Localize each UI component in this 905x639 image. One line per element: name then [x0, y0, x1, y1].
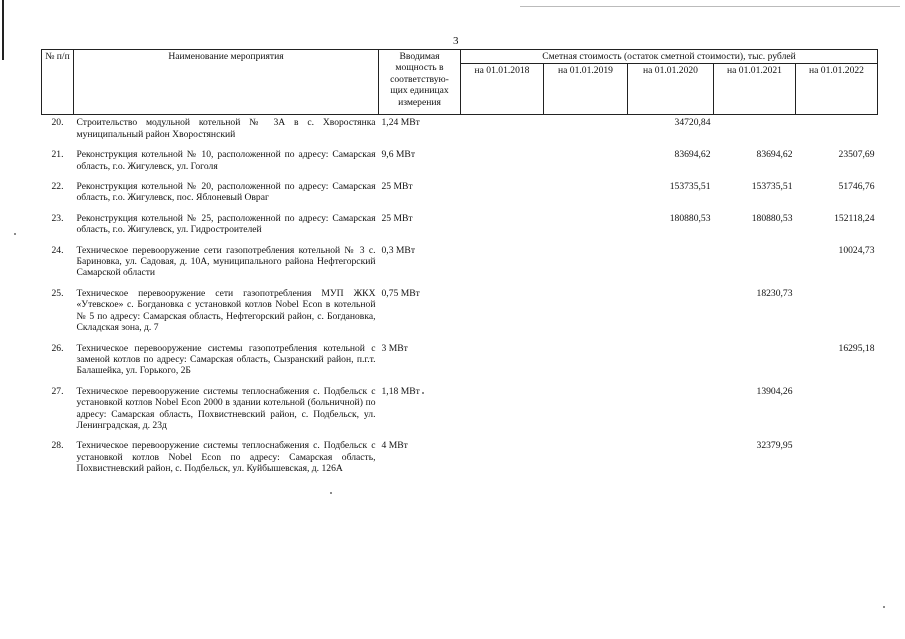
header-name: Наименование мероприятия: [74, 50, 379, 115]
cell-2021: 13904,26: [756, 385, 793, 397]
cell-2018: [461, 286, 544, 341]
cell-2021: [714, 115, 796, 147]
row-power: 1,24 МВт: [381, 117, 420, 129]
cell-2021: 180880,53: [751, 212, 793, 224]
row-name: Техническое перевооружение системы теплоснабжения с. Подбельск с установкой котлов Nobel Econ 2000 в здании котельной (больничной) по адресу: Самарская область, Похвистневский район, с. Подбельск, ул. Ленинградская, д. 23д: [76, 385, 376, 431]
cell-2019: [544, 438, 628, 481]
table-row: [42, 147, 878, 179]
table-row: [42, 286, 878, 341]
row-name: Техническое перевооружение системы газопотребления котельной с заменой котлов по адресу: Самарская область, Сызранский район, п.г.т. Балашейка, ул. Горького, 2Б: [76, 342, 376, 377]
cell-2019: [544, 147, 628, 179]
cell-2019: [544, 115, 628, 147]
row-name: Реконструкция котельной № 10, расположенной по адресу: Самарская область, г.о. Жигулевск, ул. Гоголя: [76, 149, 376, 172]
page-number: 3: [453, 35, 459, 47]
table-row: [42, 211, 878, 243]
scan-speck: [883, 606, 885, 608]
cell-2022: 152118,24: [834, 212, 875, 224]
cell-2018: [461, 438, 544, 481]
row-name: Реконструкция котельной № 20, расположенной по адресу: Самарская область, г.о. Жигулевск, пос. Яблоневый Овраг: [76, 181, 376, 204]
row-power: 0,3 МВт: [381, 244, 416, 256]
cell-2019: [544, 384, 628, 439]
scan-speck: [330, 492, 332, 494]
cell-2022: [796, 115, 878, 147]
header-year-2019: на 01.01.2019: [544, 64, 628, 115]
row-name: Строительство модульной котельной № 3А в с. Хворостянка муниципальный район Хворостянский: [76, 117, 376, 140]
cell-2019: [544, 243, 628, 286]
scan-artifact-edge: [2, 0, 4, 60]
row-number: 28.: [51, 440, 64, 452]
header-year-2018: на 01.01.2018: [461, 64, 544, 115]
cell-2022: 16295,18: [838, 342, 875, 354]
row-name: Техническое перевооружение сети газопотребления котельной № 3 с. Бариновка, ул. Садовая, д. 10А, муниципального района Нефтегорский Самарской области: [76, 244, 376, 279]
row-name: Техническое перевооружение системы теплоснабжения с. Подбельск с установкой котлов Nobel Econ по адресу: Самарская область, Похвистневский район, с. Подбельск, ул. Куйбышевская, д. 126А: [76, 440, 376, 475]
row-power: 25 МВт: [381, 181, 413, 193]
cell-2020: [628, 341, 714, 384]
header-year-2022: на 01.01.2022: [796, 64, 878, 115]
cell-2022: [796, 384, 878, 439]
cell-2019: [544, 286, 628, 341]
row-number: 23.: [51, 212, 64, 224]
cell-2019: [544, 341, 628, 384]
row-number: 26.: [51, 342, 64, 354]
header-power: Вводимая мощность в соответствую-щих единицах измерения: [379, 50, 461, 115]
table-row: [42, 243, 878, 286]
cell-2018: [461, 211, 544, 243]
table-row: [42, 179, 878, 211]
header-year-2021: на 01.01.2021: [714, 64, 796, 115]
cell-2018: [461, 179, 544, 211]
row-power: 0,75 МВт: [381, 287, 420, 299]
cell-2020: [628, 243, 714, 286]
cell-2018: [461, 341, 544, 384]
row-number: 25.: [51, 287, 64, 299]
scan-artifact-line: [520, 6, 900, 7]
cell-2022: 51746,76: [838, 181, 875, 193]
cell-2018: [461, 115, 544, 147]
table-row: [42, 341, 878, 384]
cell-2021: 32379,95: [756, 440, 793, 452]
cell-2020: 180880,53: [669, 212, 711, 224]
row-power: 9,6 МВт: [381, 149, 416, 161]
row-power: 25 МВт: [381, 212, 413, 224]
header-year-2020: на 01.01.2020: [628, 64, 714, 115]
row-number: 21.: [51, 149, 64, 161]
budget-table: [41, 49, 878, 482]
header-row-top: [42, 50, 878, 64]
cell-2018: [461, 147, 544, 179]
cell-2020: 153735,51: [669, 181, 711, 193]
cell-2022: [796, 286, 878, 341]
cell-2018: [461, 243, 544, 286]
row-number: 24.: [51, 244, 64, 256]
cell-2022: [796, 438, 878, 481]
cell-2019: [544, 179, 628, 211]
table-row: [42, 115, 878, 147]
header-num: № п/п: [42, 50, 74, 115]
cell-2020: 34720,84: [674, 117, 711, 129]
row-number: 20.: [51, 117, 64, 129]
cell-2019: [544, 211, 628, 243]
row-power: 3 МВт: [381, 342, 408, 354]
cell-2021: 18230,73: [756, 287, 793, 299]
table-row: [42, 384, 878, 439]
cell-2021: [714, 243, 796, 286]
cell-2021: 153735,51: [751, 181, 793, 193]
row-number: 22.: [51, 181, 64, 193]
cell-2021: [714, 341, 796, 384]
row-power: 4 МВт: [381, 440, 408, 452]
header-cost-group: Сметная стоимость (остаток сметной стоимости), тыс. рублей: [461, 50, 878, 64]
row-number: 27.: [51, 385, 64, 397]
scan-speck: [422, 392, 424, 394]
scan-speck: [14, 233, 16, 235]
cell-2022: 10024,73: [838, 244, 875, 256]
cell-2021: 83694,62: [756, 149, 793, 161]
row-name: Техническое перевооружение сети газопотребления МУП ЖКХ «Утевское» с. Богдановка с установкой котлов Nobel Econ в котельной № 5 по адресу: Самарская область, Нефтегорский район, с. Богдановка, Складская зона, д. 7: [76, 287, 376, 334]
cell-2018: [461, 384, 544, 439]
row-power: 1,18 МВт: [381, 385, 420, 397]
cell-2020: [628, 286, 714, 341]
table-row: [42, 438, 878, 481]
cell-2022: 23507,69: [838, 149, 875, 161]
cell-2020: [628, 384, 714, 439]
row-name: Реконструкция котельной № 25, расположенной по адресу: Самарская область, г.о. Жигулевск, ул. Гидростроителей: [76, 212, 376, 236]
cell-2020: [628, 438, 714, 481]
cell-2020: 83694,62: [674, 149, 711, 161]
